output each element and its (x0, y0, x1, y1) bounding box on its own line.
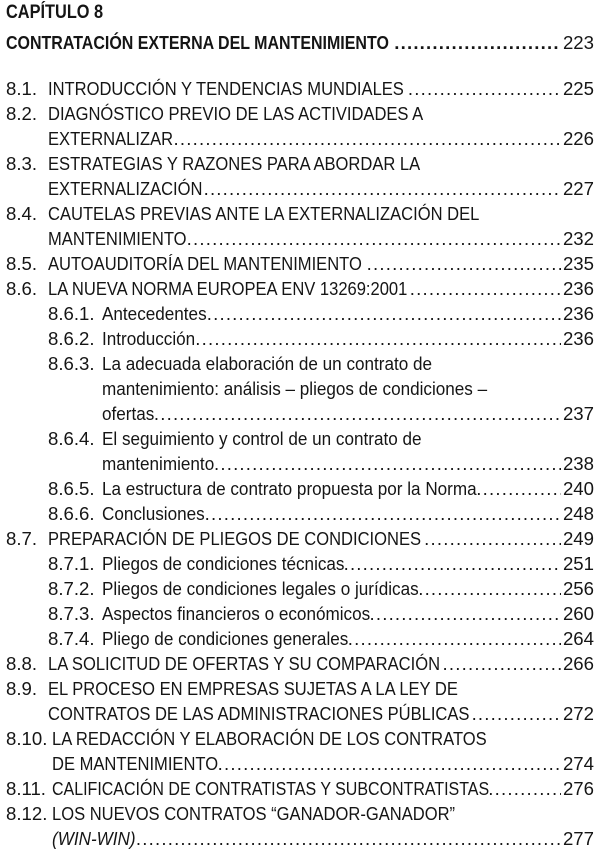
toc-entry-text: mantenimiento (102, 453, 215, 474)
toc-leader-dots (418, 576, 561, 601)
toc-entry-number: 8.12. (6, 803, 48, 824)
toc-entry-number: 8.10. (6, 728, 48, 749)
toc-page-number: 236 (562, 278, 594, 299)
toc-entry-text: DE MANTENIMIENTO (52, 753, 219, 774)
toc-leader-dots (394, 30, 561, 55)
toc-entry-number: 8.6.5. (48, 478, 95, 499)
toc-leader-dots (136, 826, 561, 851)
toc-entry-continuation (48, 176, 594, 201)
toc-subentry (48, 626, 594, 651)
toc-entry-text: Conclusiones (102, 503, 205, 524)
toc-entry-number: 8.6. (6, 278, 38, 299)
toc-subentry (48, 351, 461, 376)
toc-leader-dots (218, 751, 561, 776)
toc-page-number: 248 (562, 503, 594, 524)
toc-page-number: 236 (562, 328, 594, 349)
toc-page-number: 223 (562, 32, 594, 53)
toc-entry-text: La adecuada elaboración de un contrato de (102, 353, 433, 374)
toc-entry-number: 8.1. (6, 78, 38, 99)
toc-entry-number: 8.7.2. (48, 578, 95, 599)
toc-entry (6, 726, 540, 751)
toc-page-number: 240 (562, 478, 594, 499)
toc-chapter-title (6, 30, 594, 55)
toc-entry-text: El seguimiento y control de un contrato de (102, 428, 422, 449)
toc-entry-text: CONTRATOS DE LAS ADMINISTRACIONES PÚBLICAS (48, 703, 470, 724)
toc-page-number: 237 (562, 403, 594, 424)
toc-entry-text: EL PROCESO EN EMPRESAS SUJETAS A LA LEY DE (48, 678, 458, 699)
toc-entry-number: 8.2. (6, 103, 38, 124)
toc-entry-number: 8.5. (6, 253, 38, 274)
toc-leader-dots (344, 551, 561, 576)
toc-entry-text: CALIFICACIÓN DE CONTRATISTAS Y SUBCONTRATISTAS (52, 778, 490, 799)
toc-entry (6, 651, 594, 676)
toc-entry-text (52, 826, 136, 851)
toc-entry (6, 276, 594, 301)
toc-leader-dots (205, 501, 561, 526)
toc-leader-dots (443, 651, 561, 676)
toc-entry-number: 8.6.2. (48, 328, 95, 349)
toc-leader-dots (408, 76, 561, 101)
toc-leader-dots (207, 301, 561, 326)
toc-entry-number: 8.6.6. (48, 503, 95, 524)
toc-leader-dots (488, 776, 561, 801)
toc-subentry (48, 301, 594, 326)
toc-entry-text: CAUTELAS PREVIAS ANTE LA EXTERNALIZACIÓN DEL (48, 203, 480, 224)
chapter-label: CAPÍTULO 8 (6, 2, 104, 23)
toc-page-number: 235 (562, 253, 594, 274)
toc-entry-number: 8.9. (6, 678, 38, 699)
toc-entry-number: 8.7. (6, 528, 38, 549)
toc-page-number: 260 (562, 603, 594, 624)
toc-subentry (48, 551, 594, 576)
toc-page-number: 266 (562, 653, 594, 674)
toc-subentry (48, 426, 449, 451)
toc-subentry-continuation (102, 376, 521, 401)
toc-leader-dots (154, 401, 561, 426)
toc-leader-dots (369, 601, 561, 626)
toc-entry-text: Aspectos financieros o económicos (102, 603, 371, 624)
toc-subentry (48, 476, 594, 501)
toc-entry-number: 8.7.4. (48, 628, 95, 649)
toc-entry-text: INTRODUCCIÓN Y TENDENCIAS MUNDIALES (48, 78, 404, 99)
toc-entry-text: EXTERNALIZACIÓN (48, 178, 203, 199)
toc-leader-dots (204, 176, 561, 201)
toc-entry-text: ofertas (102, 403, 155, 424)
toc-subentry (48, 576, 594, 601)
toc-entry-text: La estructura de contrato propuesta por la Norma (102, 478, 477, 499)
toc-entry (6, 526, 594, 551)
toc-subentry (48, 326, 594, 351)
toc-entry-text: Pliegos de condiciones técnicas (102, 553, 345, 574)
toc-entry-number: 8.6.1. (48, 303, 95, 324)
toc-entry (6, 801, 505, 826)
toc-leader-dots (476, 476, 561, 501)
toc-entry (6, 201, 533, 226)
toc-page-number: 236 (562, 303, 594, 324)
toc-entry-text: LOS NUEVOS CONTRATOS “GANADOR-GANADOR” (52, 803, 456, 824)
toc-page-number: 272 (562, 703, 594, 724)
toc-entry-continuation (48, 126, 594, 151)
toc-entry-number: 8.6.3. (48, 353, 95, 374)
toc-entry-italic-text: (WIN-WIN) (52, 828, 136, 849)
toc-leader-dots (424, 526, 561, 551)
toc-entry-text: LA SOLICITUD DE OFERTAS Y SU COMPARACIÓN (48, 653, 441, 674)
toc-entry (6, 676, 509, 701)
toc-page-number: 264 (562, 628, 594, 649)
toc-entry-text: Antecedentes (102, 303, 207, 324)
toc-page-number: 277 (562, 828, 594, 849)
toc-leader-dots (410, 276, 561, 301)
toc-entry-number: 8.4. (6, 203, 38, 224)
toc-entry-continuation (48, 226, 594, 251)
toc-page-number: 251 (562, 553, 594, 574)
toc-subentry (48, 501, 594, 526)
toc-entry-text: Pliego de condiciones generales (102, 628, 349, 649)
toc-page-number: 274 (562, 753, 594, 774)
toc-page-number: 238 (562, 453, 594, 474)
toc-subentry (48, 601, 594, 626)
toc-subentry-continuation (102, 451, 594, 476)
toc-entry-continuation (48, 701, 594, 726)
toc-entry-text: AUTOAUDITORÍA DEL MANTENIMIENTO (48, 253, 362, 274)
toc-entry (6, 151, 466, 176)
toc-entry-number: 8.3. (6, 153, 38, 174)
toc-entry-number: 8.7.3. (48, 603, 95, 624)
toc-subentry-continuation (102, 401, 594, 426)
toc-entry-number: 8.7.1. (48, 553, 95, 574)
toc-leader-dots (348, 626, 561, 651)
toc-entry-number: 8.8. (6, 653, 38, 674)
toc-page-number: 226 (562, 128, 594, 149)
toc-entry-text: PREPARACIÓN DE PLIEGOS DE CONDICIONES (48, 528, 422, 549)
toc-entry (6, 101, 470, 126)
toc-leader-dots (195, 326, 561, 351)
toc-page-number: 249 (562, 528, 594, 549)
toc-page-number: 225 (562, 78, 594, 99)
toc-page-number: 232 (562, 228, 594, 249)
toc-page-number: 227 (562, 178, 594, 199)
toc-leader-dots (367, 251, 561, 276)
toc-entry-text: ESTRATEGIAS Y RAZONES PARA ABORDAR LA (48, 153, 421, 174)
toc-entry-text: Introducción (102, 328, 196, 349)
toc-entry-text: MANTENIMIENTO (48, 228, 187, 249)
toc-entry-text: LA NUEVA NORMA EUROPEA ENV 13269:2001 (48, 278, 408, 299)
toc-leader-dots (472, 701, 561, 726)
toc-page-number: 276 (562, 778, 594, 799)
toc-entry-text: LA REDACCIÓN Y ELABORACIÓN DE LOS CONTRATOS (52, 728, 487, 749)
toc-entry-number: 8.11. (6, 778, 46, 799)
toc-page-number: 256 (562, 578, 594, 599)
toc-entry-text: EXTERNALIZAR (48, 128, 174, 149)
toc-entry-text: Pliegos de condiciones legales o jurídicas (102, 578, 419, 599)
toc-entry-continuation (52, 826, 594, 851)
toc-entry (6, 776, 594, 801)
toc-entry-continuation (52, 751, 594, 776)
toc-entry-number: 8.6.4. (48, 428, 95, 449)
toc-leader-dots (214, 451, 561, 476)
toc-entry-text: CONTRATACIÓN EXTERNA DEL MANTENIMIENTO (6, 32, 389, 53)
toc-entry-text: DIAGNÓSTICO PREVIO DE LAS ACTIVIDADES A (48, 103, 424, 124)
toc-entry (6, 251, 594, 276)
toc-entry-text: mantenimiento: análisis – pliegos de condiciones – (102, 378, 488, 399)
toc-entry (6, 76, 594, 101)
toc-leader-dots (187, 226, 561, 251)
toc-leader-dots (174, 126, 561, 151)
